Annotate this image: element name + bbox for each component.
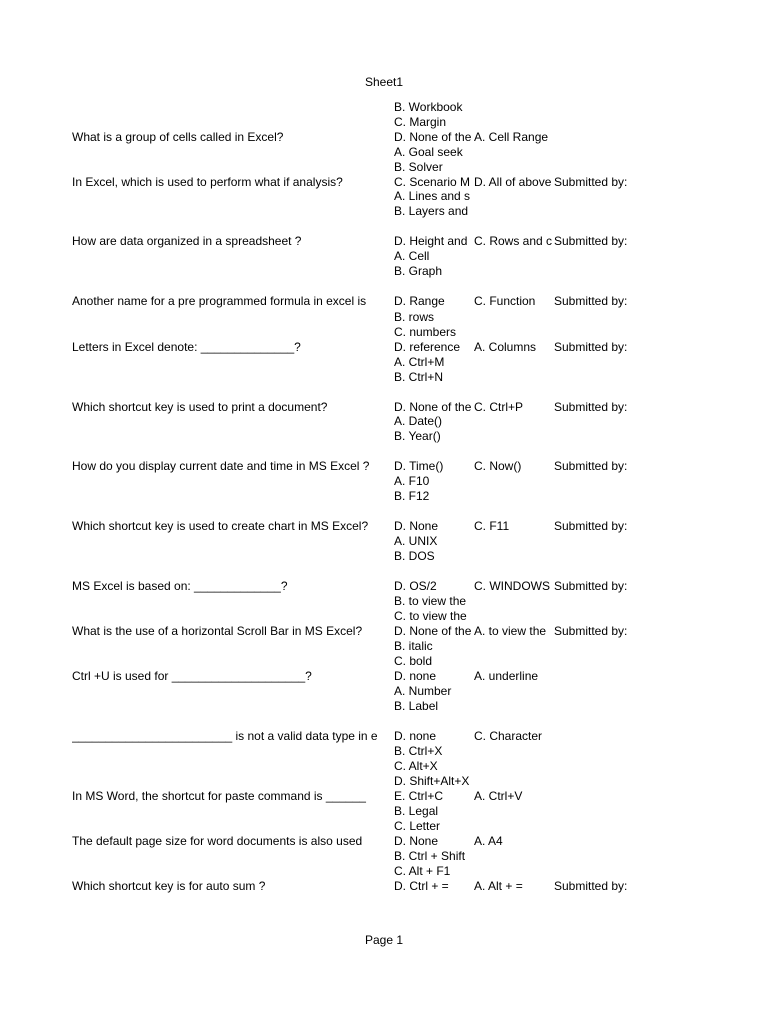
option-text: D. None of the <box>394 624 472 638</box>
option-text: B. Label <box>394 699 439 713</box>
question-text: How do you display current date and time in MS Excel ? <box>72 459 370 473</box>
submitted-by-label: Submitted by: <box>554 579 628 593</box>
sheet-title: Sheet1 <box>364 75 404 89</box>
submitted-by-label: Submitted by: <box>554 234 628 248</box>
option-text: D. None <box>394 834 439 848</box>
option-text: D. Ctrl + = <box>394 879 449 893</box>
option-text: B. Ctrl + Shift <box>394 849 466 863</box>
answer-text: A. Columns <box>474 340 537 354</box>
answer-text: D. All of above <box>474 175 552 189</box>
option-text: C. to view the <box>394 609 467 623</box>
option-text: B. Ctrl+X <box>394 744 443 758</box>
submitted-by-label: Submitted by: <box>554 519 628 533</box>
answer-text: A. Alt + = <box>474 879 523 893</box>
option-text: E. Ctrl+C <box>394 789 444 803</box>
answer-text: A. Cell Range <box>474 130 549 144</box>
submitted-by-label: Submitted by: <box>554 459 628 473</box>
question-text: Which shortcut key is for auto sum ? <box>72 879 266 893</box>
answer-text: A. to view the <box>474 624 547 638</box>
submitted-by-label: Submitted by: <box>554 175 628 189</box>
question-text: Which shortcut key is used to print a document? <box>72 400 328 414</box>
answer-text: C. Function <box>474 294 536 308</box>
option-text: A. Date() <box>394 414 443 428</box>
option-text: B. rows <box>394 310 435 324</box>
option-text: A. Number <box>394 684 452 698</box>
answer-text: A. underline <box>474 669 539 683</box>
option-text: A. F10 <box>394 474 430 488</box>
option-text: C. Margin <box>394 115 447 129</box>
answer-text: C. Now() <box>474 459 522 473</box>
answer-text: A. A4 <box>474 834 503 848</box>
option-text: D. Time() <box>394 459 444 473</box>
option-text: D. OS/2 <box>394 579 437 593</box>
answer-text: A. Ctrl+V <box>474 789 523 803</box>
submitted-by-label: Submitted by: <box>554 624 628 638</box>
option-text: B. italic <box>394 639 433 653</box>
answer-text: C. Character <box>474 729 543 743</box>
option-text: B. Workbook <box>394 100 463 114</box>
submitted-by-label: Submitted by: <box>554 400 628 414</box>
question-text: MS Excel is based on: _____________? <box>72 579 288 593</box>
option-text: B. DOS <box>394 549 435 563</box>
option-text: C. Scenario M <box>394 175 471 189</box>
option-text: B. Solver <box>394 160 443 174</box>
answer-text: C. Rows and c <box>474 234 553 248</box>
question-text: Another name for a pre programmed formula in excel is <box>72 294 367 308</box>
answer-text: C. WINDOWS <box>474 579 550 593</box>
page-footer: Page 1 <box>364 933 404 947</box>
question-text: What is the use of a horizontal Scroll Bar in MS Excel? <box>72 624 363 638</box>
question-text: Letters in Excel denote: ______________? <box>72 340 301 354</box>
option-text: D. none <box>394 729 437 743</box>
answer-text: C. Ctrl+P <box>474 400 524 414</box>
question-text: Ctrl +U is used for ____________________? <box>72 669 312 683</box>
question-text: In Excel, which is used to perform what if analysis? <box>72 175 343 189</box>
option-text: A. UNIX <box>394 534 438 548</box>
option-text: B. Legal <box>394 804 439 818</box>
option-text: D. None of the <box>394 130 472 144</box>
option-text: C. Alt + F1 <box>394 864 451 878</box>
question-text: How are data organized in a spreadsheet ? <box>72 234 302 248</box>
option-text: B. Graph <box>394 264 443 278</box>
option-text: D. Shift+Alt+X <box>394 774 470 788</box>
option-text: B. to view the <box>394 594 467 608</box>
option-text: C. Alt+X <box>394 759 438 773</box>
submitted-by-label: Submitted by: <box>554 340 628 354</box>
option-text: C. Letter <box>394 819 441 833</box>
option-text: A. Cell <box>394 249 430 263</box>
question-text: What is a group of cells called in Excel? <box>72 130 284 144</box>
option-text: D. None of the <box>394 400 472 414</box>
option-text: B. Layers and <box>394 204 469 218</box>
option-text: B. Ctrl+N <box>394 370 444 384</box>
option-text: D. None <box>394 519 439 533</box>
option-text: D. Range <box>394 294 445 308</box>
submitted-by-label: Submitted by: <box>554 879 628 893</box>
option-text: D. reference <box>394 340 461 354</box>
option-text: C. bold <box>394 654 433 668</box>
question-text: In MS Word, the shortcut for paste command is ______ <box>72 789 366 803</box>
answer-text: C. F11 <box>474 519 510 533</box>
question-text: Which shortcut key is used to create chart in MS Excel? <box>72 519 369 533</box>
option-text: B. F12 <box>394 489 430 503</box>
option-text: A. Ctrl+M <box>394 355 445 369</box>
submitted-by-label: Submitted by: <box>554 294 628 308</box>
option-text: D. Height and <box>394 234 468 248</box>
option-text: A. Goal seek <box>394 145 463 159</box>
option-text: A. Lines and s <box>394 189 471 203</box>
question-text: The default page size for word documents is also used <box>72 834 363 848</box>
option-text: B. Year() <box>394 429 441 443</box>
option-text: C. numbers <box>394 325 457 339</box>
question-text: ________________________ is not a valid data type in e <box>72 729 378 743</box>
option-text: D. none <box>394 669 437 683</box>
